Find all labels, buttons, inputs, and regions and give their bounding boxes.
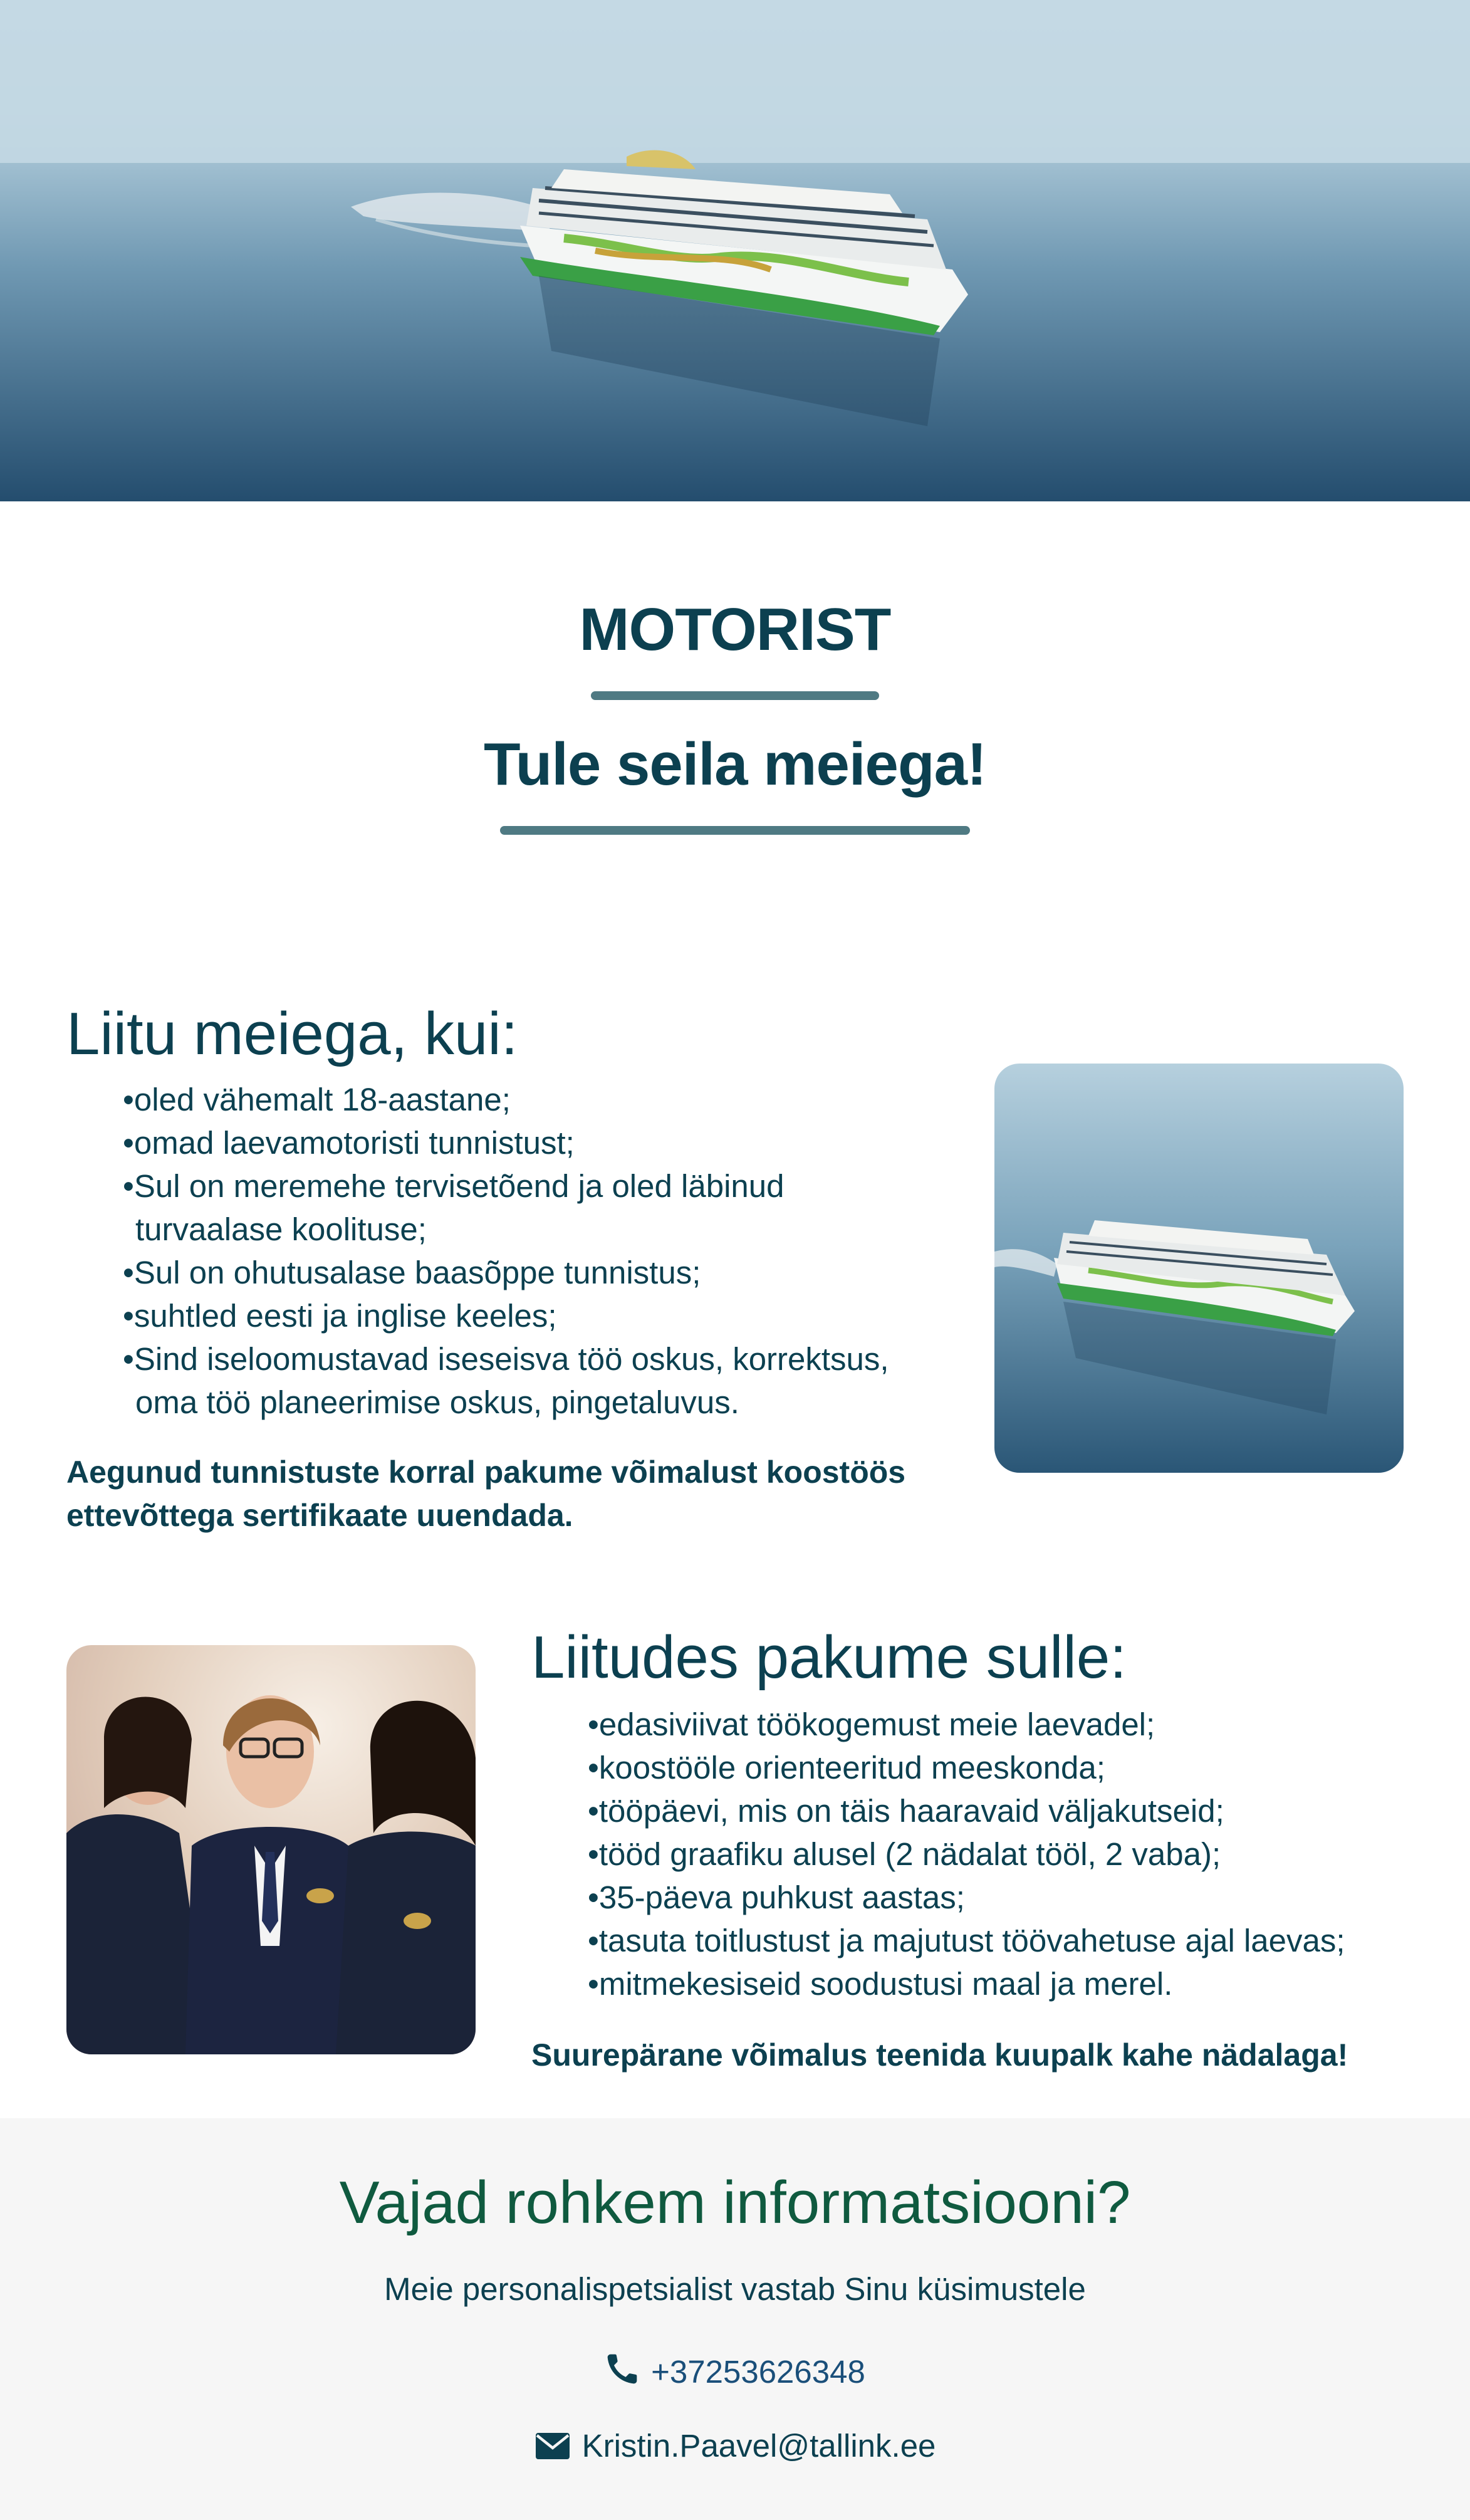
hero-banner [0, 0, 1470, 501]
tagline-divider [500, 826, 970, 835]
list-item: • 35-päeva puhkust aastas; [588, 1876, 1415, 1919]
phone-row [0, 2350, 1470, 2398]
requirements-list [123, 1078, 937, 1424]
job-title: MOTORIST [579, 596, 891, 663]
requirements-heading: Liitu meiega, kui: [66, 1000, 518, 1067]
title-divider [591, 691, 879, 700]
list-item: • Sul on ohutusalase baasõppe tunnistus; [123, 1251, 937, 1294]
contact-subtitle: Meie personalispetsialist vastab Sinu küsimustele [384, 2271, 1086, 2307]
contact-title: Vajad rohkem informatsiooni? [339, 2169, 1131, 2236]
list-item: • suhtled eesti ja inglise keeles; [123, 1294, 937, 1337]
list-item: • tasuta toitlustust ja majutust töövahetuse ajal laevas; [588, 1919, 1415, 1962]
offer-heading: Liitudes pakume sulle: [531, 1624, 1127, 1691]
offer-note: Suurepärane võimalus teenida kuupalk kahe nädalaga! [531, 2037, 1348, 2073]
list-item: • Sul on meremehe tervisetõend ja oled läbinud turvaalase koolituse; [123, 1164, 850, 1251]
requirements-note: Aegunud tunnistuste korral pakume võimalust koostöös ettevõttega sertifikaate uuendada. [66, 1455, 906, 1533]
phone-icon [605, 2351, 640, 2398]
list-item: • tööd graafiku alusel (2 nädalat tööl, 2 vaba); [588, 1832, 1415, 1876]
crew-photo [66, 1645, 476, 2054]
phone-link[interactable]: +37253626348 [651, 2354, 865, 2390]
email-link[interactable]: Kristin.Paavel@tallink.ee [581, 2428, 936, 2464]
list-item: • mitmekesiseid soodustusi maal ja merel. [588, 1962, 1415, 2005]
tagline: Tule seila meiega! [484, 731, 986, 798]
list-item: • edasiviivat töökogemust meie laevadel; [588, 1703, 1415, 1746]
list-item: • omad laevamotoristi tunnistust; [123, 1121, 937, 1164]
envelope-icon [534, 2428, 571, 2472]
ferry-photo [994, 1064, 1404, 1473]
email-row [0, 2424, 1470, 2472]
hero-ferry-image [0, 0, 1470, 501]
list-item: • Sind iseloomustavad iseseisva töö oskus, korrektsus, oma töö planeerimise oskus, pingetaluvus. [123, 1337, 925, 1424]
list-item: • koostööle orienteeritud meeskonda; [588, 1746, 1415, 1789]
offer-list [588, 1703, 1415, 2005]
list-item: • oled vähemalt 18-aastane; [123, 1078, 937, 1121]
list-item: • tööpäevi, mis on täis haaravaid väljakutseid; [588, 1789, 1415, 1832]
